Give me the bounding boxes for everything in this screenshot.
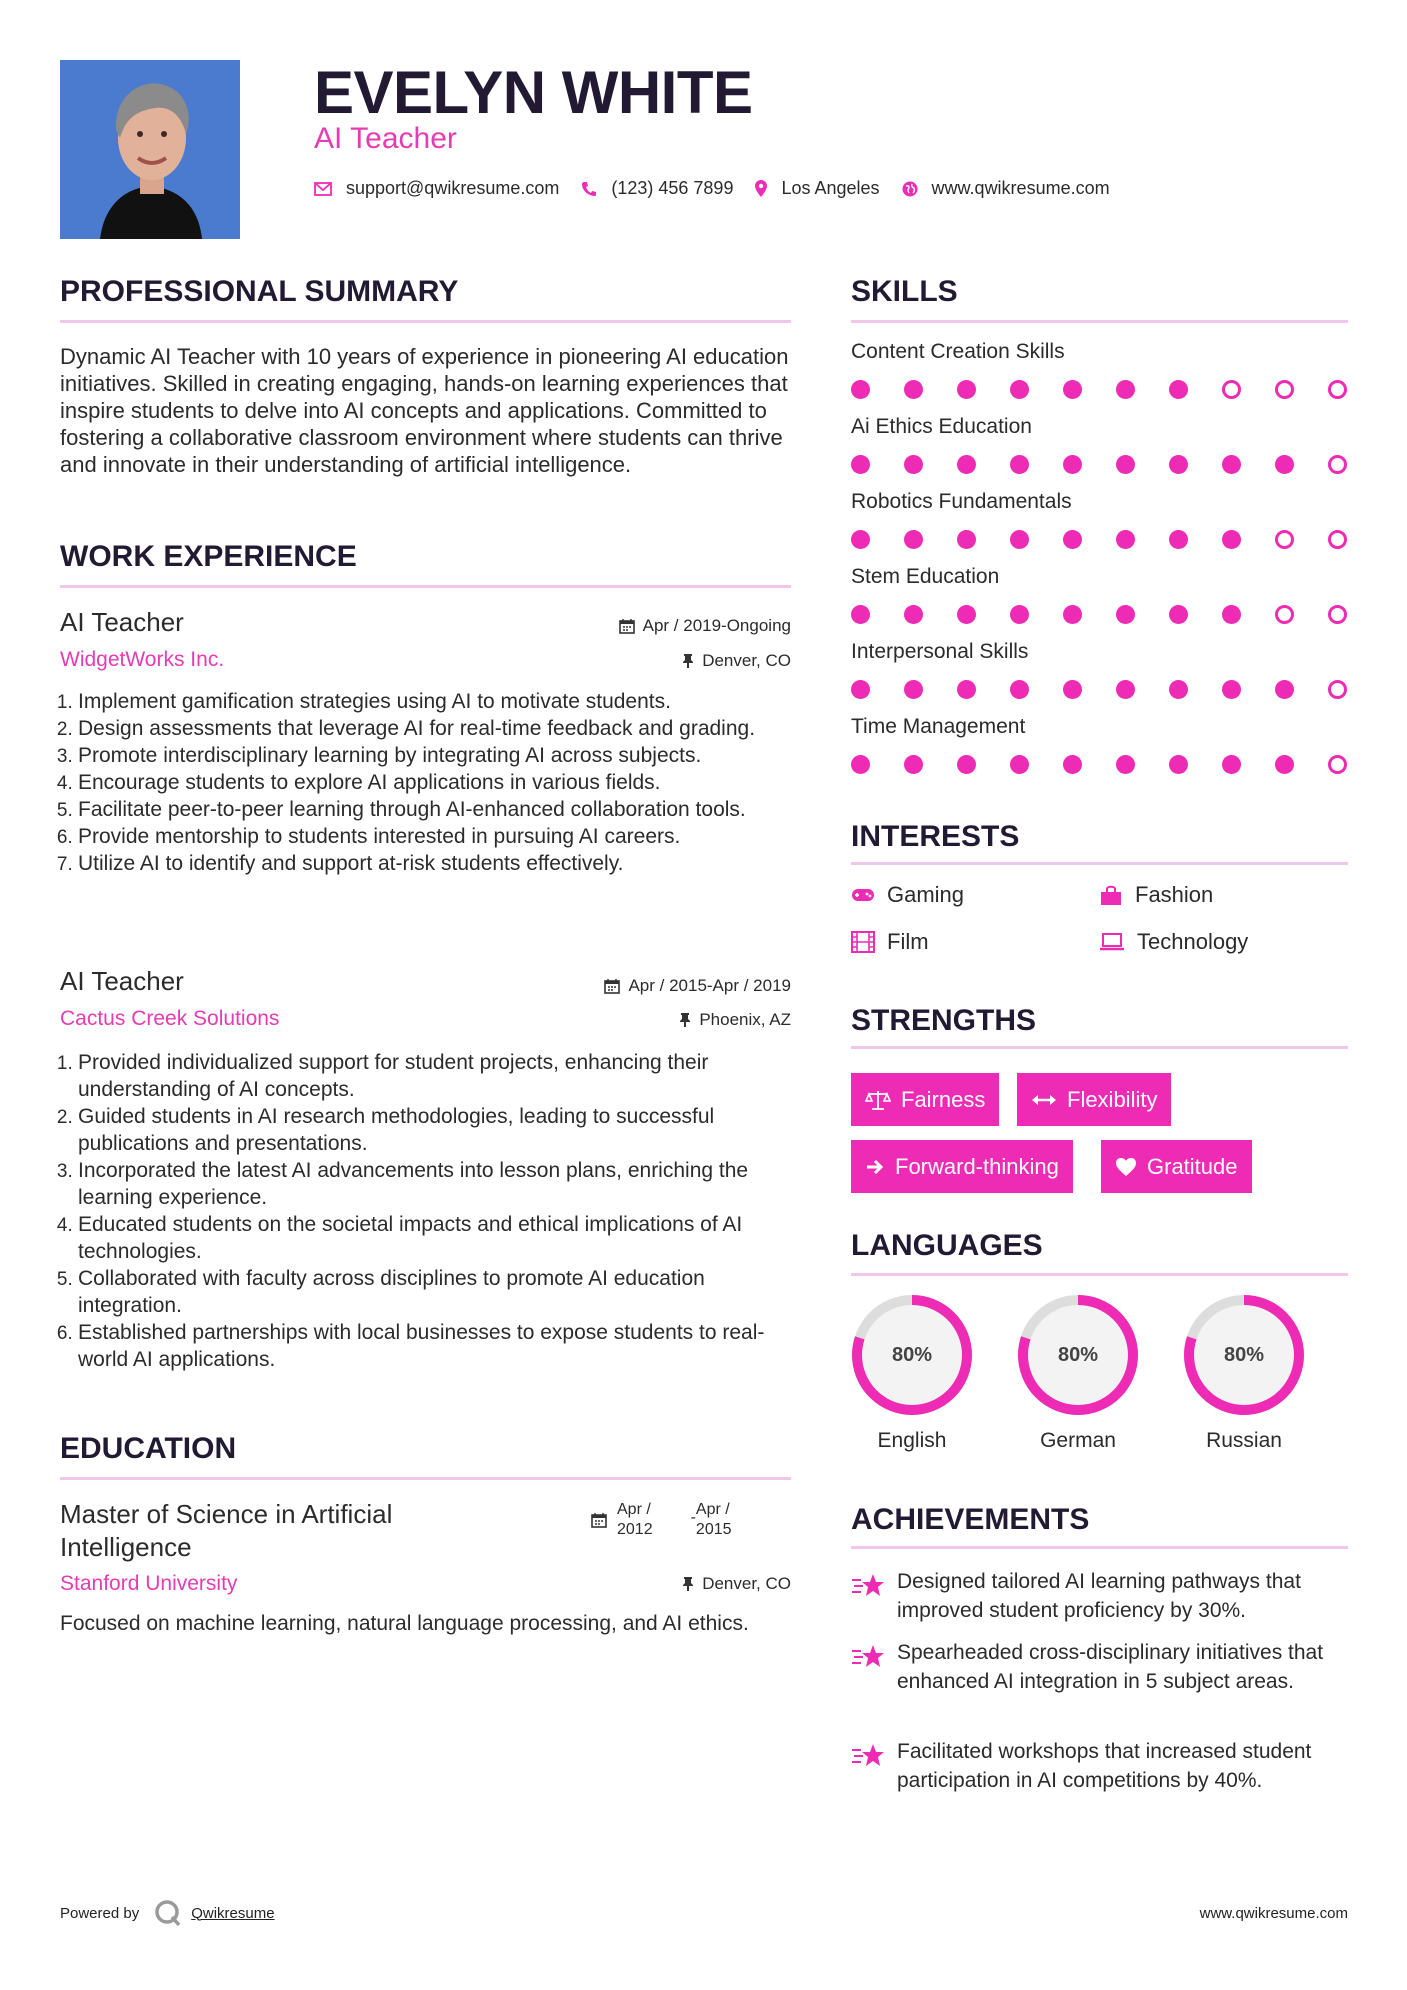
- candidate-role: AI Teacher: [314, 122, 457, 155]
- skill-dot-filled: [957, 755, 976, 774]
- skill-dot-empty: [1275, 380, 1294, 399]
- skill-rating: [851, 755, 1347, 774]
- skill-dot-filled: [1010, 755, 1029, 774]
- skill-dot-filled: [1116, 605, 1135, 624]
- interest-label: Gaming: [887, 882, 965, 907]
- skill-dot-filled: [1169, 530, 1188, 549]
- skill-dot-filled: [1222, 605, 1241, 624]
- skill-name: Content Creation Skills: [851, 340, 1065, 363]
- calendar-icon: [604, 978, 620, 994]
- end-month: Apr /: [695, 1501, 730, 1518]
- brand-link[interactable]: Qwikresume: [191, 1904, 275, 1922]
- languages-heading: LANGUAGES: [851, 1229, 1043, 1262]
- skill-dot-filled: [1275, 455, 1294, 474]
- globe-icon: [902, 181, 918, 197]
- skill-dot-filled: [1222, 680, 1241, 699]
- skill-dot-filled: [851, 755, 870, 774]
- education-start: [617, 1500, 653, 1540]
- skill-name: Interpersonal Skills: [851, 640, 1029, 663]
- list-item: 4. Encourage students to explore AI applications in various fields.: [78, 769, 800, 796]
- skill-rating: [851, 680, 1347, 699]
- skill-name: Time Management: [851, 715, 1026, 738]
- skill-dot-filled: [1275, 755, 1294, 774]
- interest-film: [851, 929, 929, 955]
- skill-dot-empty: [1328, 680, 1347, 699]
- list-item: 1. Implement gamification strategies using AI to motivate students.: [78, 688, 800, 715]
- job-dates: [619, 616, 791, 636]
- interest-label: Technology: [1137, 929, 1249, 954]
- school-name: Stanford University: [60, 1572, 238, 1595]
- strengths-divider: [851, 1046, 1348, 1049]
- language-name: Russian: [1206, 1429, 1282, 1452]
- skill-dot-empty: [1328, 455, 1347, 474]
- phone-text: (123) 456 7899: [611, 178, 734, 198]
- list-item: 6. Established partnerships with local businesses to expose students to real-world AI applications.: [78, 1319, 800, 1373]
- candidate-name: EVELYN WHITE: [314, 59, 753, 126]
- contact-location: [755, 178, 879, 199]
- language-percent: 80%: [1057, 1344, 1099, 1366]
- education-end: [696, 1500, 732, 1540]
- language-name: German: [1040, 1429, 1116, 1452]
- footer-website[interactable]: www.qwikresume.com: [1199, 1905, 1348, 1922]
- skill-dot-filled: [1169, 680, 1188, 699]
- skill-dot-filled: [1116, 380, 1135, 399]
- skill-dot-filled: [904, 455, 923, 474]
- strength-badge-gratitude: [1101, 1140, 1252, 1193]
- start-year: 2012: [617, 1521, 653, 1538]
- skill-dot-filled: [1063, 530, 1082, 549]
- achievement-text: Spearheaded cross-disciplinary initiatives that enhanced AI integration in 5 subject areas.: [897, 1641, 1324, 1693]
- laptop-icon: [1099, 933, 1125, 951]
- skill-dot-filled: [1063, 680, 1082, 699]
- company-name: WidgetWorks Inc.: [60, 648, 225, 671]
- gamepad-icon: [851, 887, 875, 903]
- pushpin-icon: [679, 1012, 691, 1028]
- job-dates-text: Apr / 2015-Apr / 2019: [628, 976, 791, 995]
- skill-dot-filled: [1010, 680, 1029, 699]
- strength-label: Forward-thinking: [895, 1153, 1059, 1179]
- skill-dot-filled: [1222, 530, 1241, 549]
- interest-technology: [1099, 929, 1248, 955]
- list-item: 7. Utilize AI to identify and support at-risk students effectively.: [78, 850, 800, 877]
- strength-label: Gratitude: [1147, 1153, 1238, 1179]
- experience-divider: [60, 585, 791, 588]
- skill-name: Stem Education: [851, 565, 1000, 588]
- skill-rating: [851, 455, 1347, 474]
- language-ring: [850, 1293, 974, 1417]
- pushpin-icon: [682, 653, 694, 669]
- job-location: [682, 651, 791, 671]
- achievement-text: Designed tailored AI learning pathways that improved student proficiency by 30%.: [897, 1570, 1301, 1622]
- skill-dot-filled: [1116, 680, 1135, 699]
- skill-dot-filled: [1063, 455, 1082, 474]
- skill-dot-empty: [1328, 605, 1347, 624]
- skill-dot-filled: [1010, 380, 1029, 399]
- start-month: Apr /: [617, 1501, 651, 1518]
- language-item: [1016, 1293, 1140, 1453]
- list-item: 5. Collaborated with faculty across disciplines to promote AI education integration.: [78, 1265, 800, 1319]
- shooting-star-icon: [851, 1571, 885, 1599]
- skill-dot-empty: [1222, 380, 1241, 399]
- skill-dot-filled: [1063, 605, 1082, 624]
- map-pin-icon: [755, 180, 767, 197]
- education-description: Focused on machine learning, natural language processing, and AI ethics.: [60, 1612, 749, 1635]
- education-heading: EDUCATION: [60, 1432, 237, 1465]
- skill-rating: [851, 380, 1347, 399]
- job-dates: [604, 976, 791, 996]
- footer-powered-by: [60, 1898, 275, 1928]
- skill-dot-filled: [957, 680, 976, 699]
- list-item: 5. Facilitate peer-to-peer learning through AI-enhanced collaboration tools.: [78, 796, 800, 823]
- shooting-star-icon: [851, 1741, 885, 1769]
- skill-dot-filled: [1275, 680, 1294, 699]
- strength-badge-flexibility: [1017, 1073, 1171, 1126]
- job-bullets: [60, 688, 800, 877]
- list-item: 2. Design assessments that leverage AI for real-time feedback and grading.: [78, 715, 800, 742]
- arrow-right-icon: [865, 1158, 885, 1176]
- skill-dot-filled: [904, 380, 923, 399]
- company-name: Cactus Creek Solutions: [60, 1007, 280, 1030]
- summary-heading: PROFESSIONAL SUMMARY: [60, 275, 459, 308]
- date-dash: -: [690, 1509, 696, 1526]
- skill-dot-empty: [1328, 755, 1347, 774]
- list-item: 3. Incorporated the latest AI advancements into lesson plans, enriching the learning experience.: [78, 1157, 800, 1211]
- skill-dot-filled: [904, 605, 923, 624]
- interests-divider: [851, 862, 1348, 865]
- strength-label: Fairness: [901, 1086, 986, 1112]
- job-location-text: Phoenix, AZ: [699, 1010, 791, 1029]
- skill-dot-filled: [957, 530, 976, 549]
- calendar-icon: [619, 618, 635, 634]
- end-year: 2015: [695, 1521, 732, 1538]
- contact-email[interactable]: [314, 178, 559, 199]
- qwikresume-logo-icon: [153, 1898, 183, 1928]
- skill-dot-filled: [1222, 755, 1241, 774]
- skill-dot-filled: [904, 680, 923, 699]
- skill-dot-filled: [1010, 605, 1029, 624]
- interest-fashion: [1099, 882, 1213, 908]
- achievements-heading: ACHIEVEMENTS: [851, 1503, 1090, 1536]
- scale-icon: [865, 1089, 891, 1111]
- skill-dot-empty: [1328, 380, 1347, 399]
- location-text: Los Angeles: [781, 178, 880, 198]
- job-location-text: Denver, CO: [702, 651, 791, 670]
- skill-dot-filled: [904, 530, 923, 549]
- skill-dot-filled: [851, 530, 870, 549]
- skill-dot-filled: [1116, 530, 1135, 549]
- skill-dot-filled: [1169, 755, 1188, 774]
- job-bullets: [60, 1049, 800, 1373]
- strength-badge-fairness: [851, 1073, 999, 1126]
- interest-label: Film: [887, 929, 929, 954]
- skill-dot-filled: [851, 605, 870, 624]
- experience-heading: WORK EXPERIENCE: [60, 540, 357, 573]
- job-location: [679, 1010, 791, 1030]
- skill-dot-filled: [851, 380, 870, 399]
- strength-badge-forward-thinking: [851, 1140, 1073, 1193]
- language-percent: 80%: [1223, 1344, 1265, 1366]
- education-dates: [591, 1500, 732, 1540]
- strength-label: Flexibility: [1067, 1086, 1158, 1112]
- skill-name: Ai Ethics Education: [851, 415, 1032, 438]
- skill-dot-filled: [957, 605, 976, 624]
- skill-dot-filled: [957, 380, 976, 399]
- education-location-text: Denver, CO: [702, 1574, 791, 1593]
- skills-divider: [851, 320, 1348, 323]
- skill-dot-filled: [1169, 380, 1188, 399]
- contact-website[interactable]: [902, 178, 1110, 199]
- skills-heading: SKILLS: [851, 275, 958, 308]
- list-item: 6. Provide mentorship to students interested in pursuing AI careers.: [78, 823, 800, 850]
- skill-dot-filled: [1169, 605, 1188, 624]
- skill-dot-filled: [1010, 530, 1029, 549]
- pushpin-icon: [682, 1576, 694, 1592]
- list-item: 4. Educated students on the societal impacts and ethical implications of AI technologies.: [78, 1211, 800, 1265]
- interest-gaming: [851, 882, 964, 908]
- skill-dot-filled: [1063, 380, 1082, 399]
- skill-dot-filled: [1116, 455, 1135, 474]
- skill-dot-filled: [904, 755, 923, 774]
- contact-bar: [314, 178, 1132, 199]
- skill-rating: [851, 605, 1347, 624]
- email-text: support@qwikresume.com: [346, 178, 560, 198]
- skill-dot-empty: [1275, 605, 1294, 624]
- job-title: AI Teacher: [60, 607, 184, 637]
- language-item: [1182, 1293, 1306, 1453]
- profile-photo: [60, 60, 240, 239]
- skill-dot-empty: [1328, 530, 1347, 549]
- skill-dot-filled: [1169, 455, 1188, 474]
- languages-divider: [851, 1273, 1348, 1276]
- language-percent: 80%: [891, 1344, 933, 1366]
- heart-icon: [1115, 1157, 1137, 1177]
- envelope-icon: [314, 182, 332, 196]
- achievement-text: Facilitated workshops that increased student participation in AI competitions by 40%.: [897, 1740, 1312, 1792]
- language-item: [850, 1293, 974, 1453]
- list-item: 2. Guided students in AI research methodologies, leading to successful publications and presentations.: [78, 1103, 800, 1157]
- skill-dot-filled: [1010, 455, 1029, 474]
- skill-name: Robotics Fundamentals: [851, 490, 1072, 513]
- achievement-item: [851, 1737, 1351, 1795]
- film-icon: [851, 931, 875, 953]
- education-divider: [60, 1477, 791, 1480]
- bag-icon: [1099, 884, 1123, 906]
- summary-divider: [60, 320, 791, 323]
- degree-title: Master of Science in Artificial Intelligence: [60, 1499, 393, 1562]
- interest-label: Fashion: [1135, 882, 1214, 907]
- website-text: www.qwikresume.com: [931, 178, 1110, 198]
- skill-dot-filled: [851, 680, 870, 699]
- list-item: 1. Provided individualized support for student projects, enhancing their understanding of AI concepts.: [78, 1049, 800, 1103]
- calendar-icon: [591, 1512, 607, 1528]
- language-ring: [1016, 1293, 1140, 1417]
- interests-heading: INTERESTS: [851, 820, 1020, 853]
- powered-by-text: Powered by: [60, 1904, 140, 1922]
- job-dates-text: Apr / 2019-Ongoing: [642, 616, 791, 635]
- job-title: AI Teacher: [60, 966, 184, 996]
- skill-dot-filled: [1063, 755, 1082, 774]
- skill-dot-filled: [957, 455, 976, 474]
- summary-text: Dynamic AI Teacher with 10 years of experience in pioneering AI education initiatives. Skilled in creating engaging, hands-on learning experiences that inspire students to delve into AI concepts and applications. Committed to fostering a collaborative classroom environment where students can thrive and innovate in their understanding of artificial intelligence.: [60, 344, 789, 477]
- education-location: [682, 1574, 791, 1594]
- shooting-star-icon: [851, 1642, 885, 1670]
- language-name: English: [877, 1429, 947, 1452]
- language-ring: [1182, 1293, 1306, 1417]
- skill-dot-filled: [1116, 755, 1135, 774]
- arrows-icon: [1031, 1093, 1057, 1107]
- skill-dot-filled: [851, 455, 870, 474]
- phone-icon: [581, 181, 597, 197]
- skill-dot-empty: [1275, 530, 1294, 549]
- achievement-item: [851, 1567, 1351, 1625]
- strengths-heading: STRENGTHS: [851, 1004, 1037, 1037]
- achievements-divider: [851, 1546, 1348, 1549]
- contact-phone[interactable]: [581, 178, 733, 199]
- skill-dot-filled: [1222, 455, 1241, 474]
- achievement-item: [851, 1638, 1351, 1696]
- skill-rating: [851, 530, 1347, 549]
- list-item: 3. Promote interdisciplinary learning by integrating AI across subjects.: [78, 742, 800, 769]
